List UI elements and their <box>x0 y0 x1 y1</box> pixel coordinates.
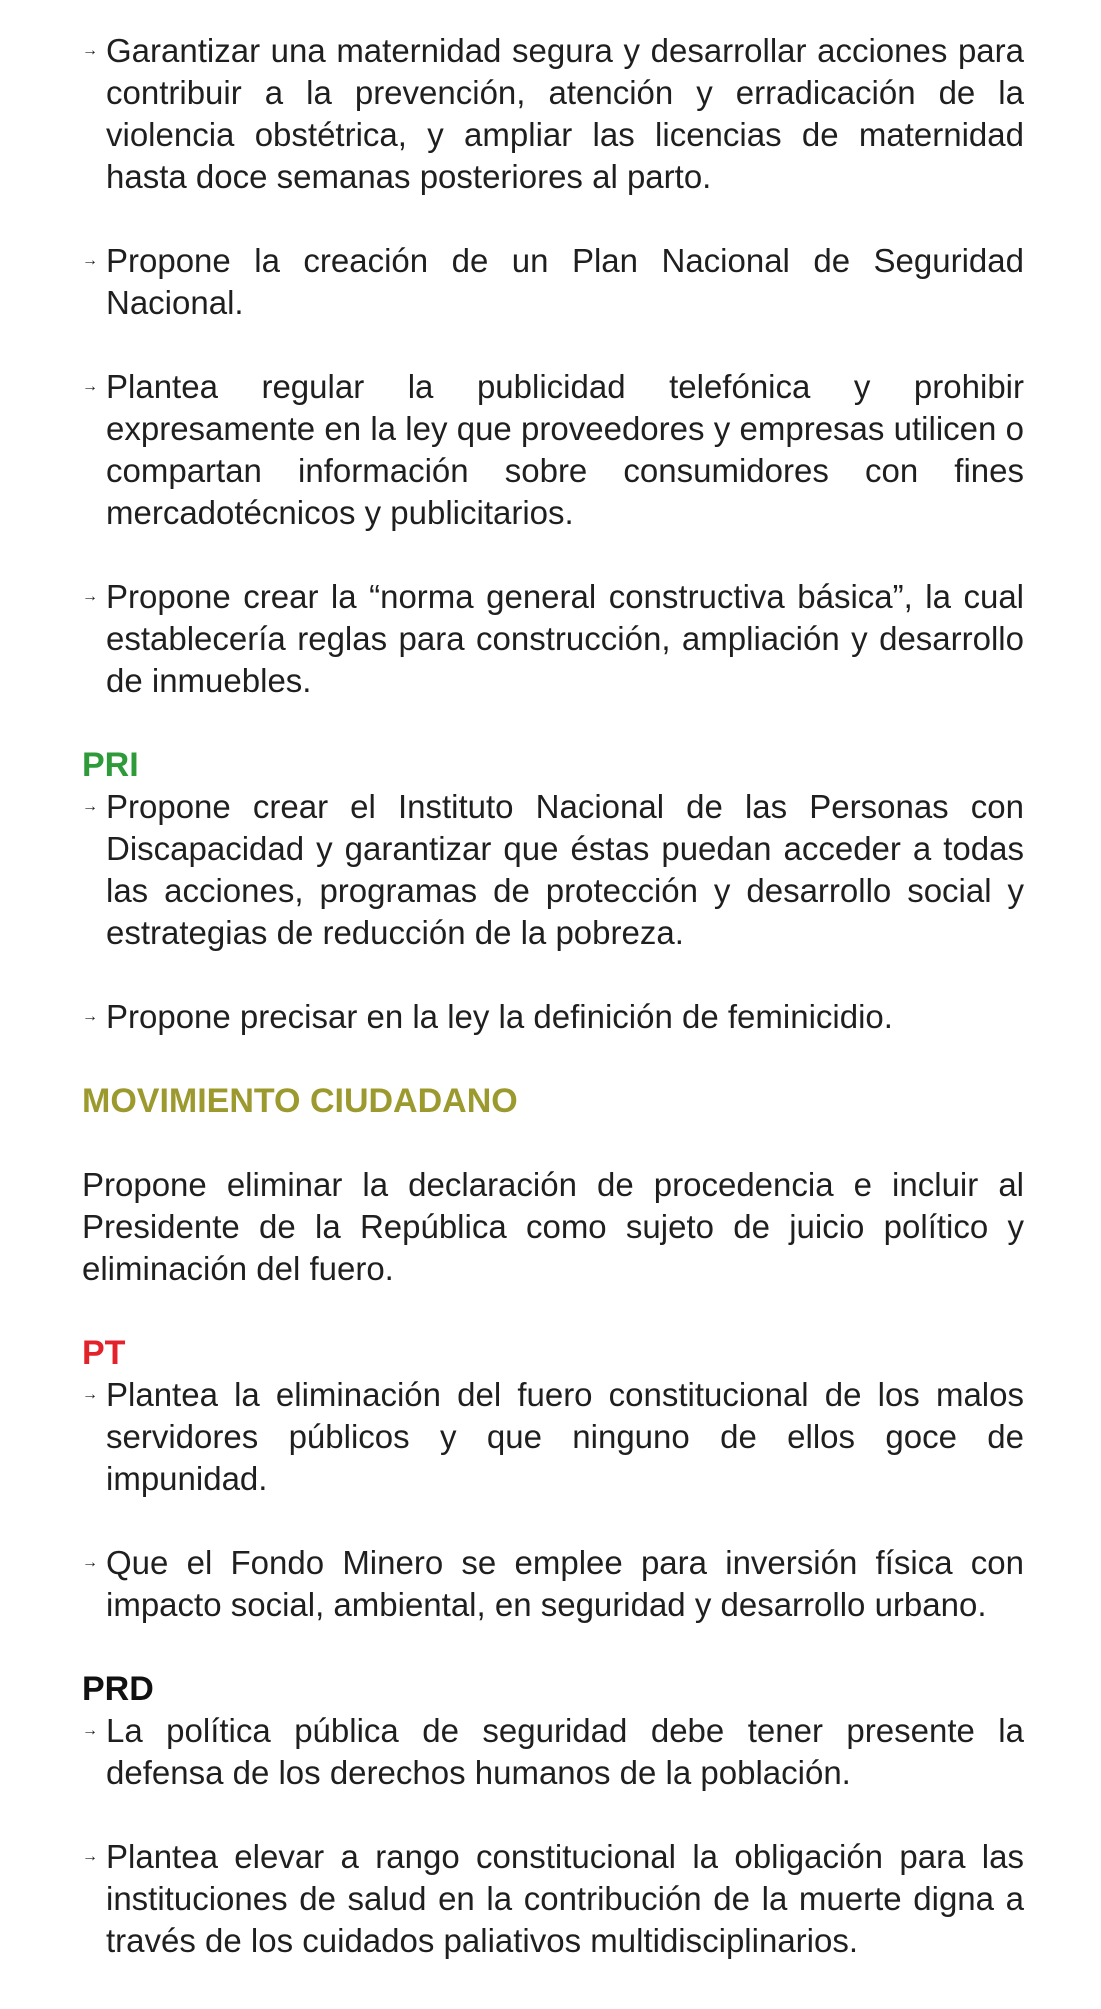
list-item <box>82 366 1024 534</box>
list-item <box>82 1836 1024 1962</box>
list-item-text: Que el Fondo Minero se emplee para inversión física con impacto social, ambiental, en seguridad y desarrollo urbano. <box>106 1544 1024 1623</box>
arrow-bullet-icon: → <box>82 1722 98 1739</box>
mc-heading: MOVIMIENTO CIUDADANO <box>82 1082 518 1120</box>
intro-section <box>82 30 1024 702</box>
arrow-bullet-icon: → <box>82 1554 98 1571</box>
list-item-text: Propone la creación de un Plan Nacional de Seguridad Nacional. <box>106 242 1024 321</box>
list-item <box>82 786 1024 954</box>
arrow-bullet-icon: → <box>82 378 98 395</box>
list-item <box>82 576 1024 702</box>
arrow-bullet-icon: → <box>82 798 98 815</box>
list-item <box>82 1374 1024 1500</box>
pt-section <box>82 1332 1024 1626</box>
list-item-text: La política pública de seguridad debe tener presente la defensa de los derechos humanos de la población. <box>106 1712 1024 1791</box>
mc-section <box>82 1080 1024 1290</box>
pri-heading: PRI <box>82 746 139 784</box>
list-item <box>82 240 1024 324</box>
list-item <box>82 1542 1024 1626</box>
list-item <box>82 996 1024 1038</box>
pt-heading: PT <box>82 1334 126 1372</box>
list-item-text: Propone crear la “norma general constructiva básica”, la cual establecería reglas para construcción, ampliación y desarrollo de inmuebles. <box>106 578 1024 699</box>
list-item-text: Plantea regular la publicidad telefónica y prohibir expresamente en la ley que proveedores y empresas utilicen o compartan información sobre consumidores con fines mercadotécnicos y publicitarios. <box>106 368 1024 531</box>
list-item-text: Plantea la eliminación del fuero constitucional de los malos servidores públicos y que ninguno de ellos goce de impunidad. <box>106 1376 1024 1497</box>
list-item-text: Plantea elevar a rango constitucional la obligación para las instituciones de salud en la contribución de la muerte digna a través de los cuidados paliativos multidisciplinarios. <box>106 1838 1024 1959</box>
arrow-bullet-icon: → <box>82 1848 98 1865</box>
mc-paragraph: Propone eliminar la declaración de procedencia e incluir al Presidente de la República como sujeto de juicio político y eliminación del fuero. <box>82 1166 1024 1287</box>
pri-section <box>82 744 1024 1038</box>
prd-section <box>82 1668 1024 1962</box>
arrow-bullet-icon: → <box>82 42 98 59</box>
list-item <box>82 30 1024 198</box>
arrow-bullet-icon: → <box>82 588 98 605</box>
prd-heading: PRD <box>82 1670 154 1708</box>
list-item-text: Propone precisar en la ley la definición de feminicidio. <box>106 998 893 1035</box>
list-item-text: Garantizar una maternidad segura y desarrollar acciones para contribuir a la prevención, atención y erradicación de la violencia obstétrica, y ampliar las licencias de maternidad hasta doce semanas posteriores al parto. <box>106 32 1024 195</box>
arrow-bullet-icon: → <box>82 252 98 269</box>
list-item <box>82 1710 1024 1794</box>
list-item-text: Propone crear el Instituto Nacional de las Personas con Discapacidad y garantizar que éstas puedan acceder a todas las acciones, programas de protección y desarrollo social y estrategias de reducción de la pobreza. <box>106 788 1024 951</box>
arrow-bullet-icon: → <box>82 1386 98 1403</box>
arrow-bullet-icon: → <box>82 1008 98 1025</box>
